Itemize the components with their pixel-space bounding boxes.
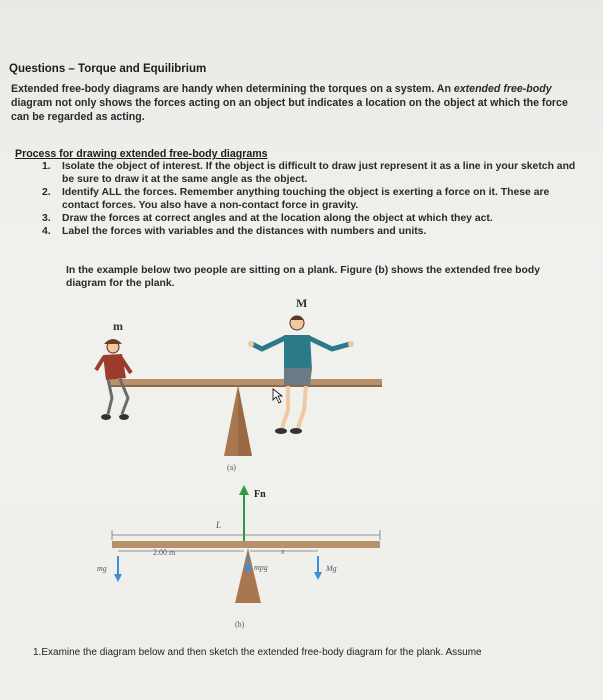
step-number: 1. [42,161,51,172]
weight-small-label: mg [97,564,107,573]
normal-force-label: Fn [254,489,266,500]
intro-text-1: Extended free-body diagrams are handy when determining the torques on a system. An [11,83,454,95]
label-M: M [296,296,308,310]
weight-big-label: Mg [326,564,337,573]
step-number: 2. [42,187,51,198]
label-m: m [113,319,123,333]
step-number: 4. [42,226,51,237]
weight-plank-label: mpg [254,563,268,572]
process-heading: Process for drawing extended free-body diagrams [15,148,268,160]
caption-b: (b) [235,620,245,629]
question-text: 1.Examine the diagram below and then sketch the extended free-body diagram for the plank. Assume [33,647,482,658]
length-label: L [216,520,222,530]
example-paragraph: In the example below two people are sitting on a plank. Figure (b) shows the extended free body diagram for the plank. [66,265,541,289]
step-text: Label the forces with variables and the distances with numbers and units. [62,226,427,237]
distance-label: 2.00 m [153,548,176,557]
caption-a: (a) [227,463,236,472]
step-number: 3. [42,213,51,224]
x-label: x [281,547,285,556]
step-text: Isolate the object of interest. If the object is difficult to draw just represent it as a line in your sketch and be sure to draw it at the same angle as the object. [62,161,576,185]
page-title: Questions – Torque and Equilibrium [9,63,207,75]
step-text: Identify ALL the forces. Remember anything touching the object is exerting a force on it. These are contact forces. You also have a non-contact force in gravity. [62,187,550,211]
intro-text-2: diagram not only shows the forces acting on an object but indicates a location on the object at which the force can be regarded as acting. [11,97,568,123]
intro-italic: extended free-body [453,83,552,95]
plank-bar [112,541,380,548]
step-text: Draw the forces at correct angles and at the location along the object at which they act. [62,213,493,224]
